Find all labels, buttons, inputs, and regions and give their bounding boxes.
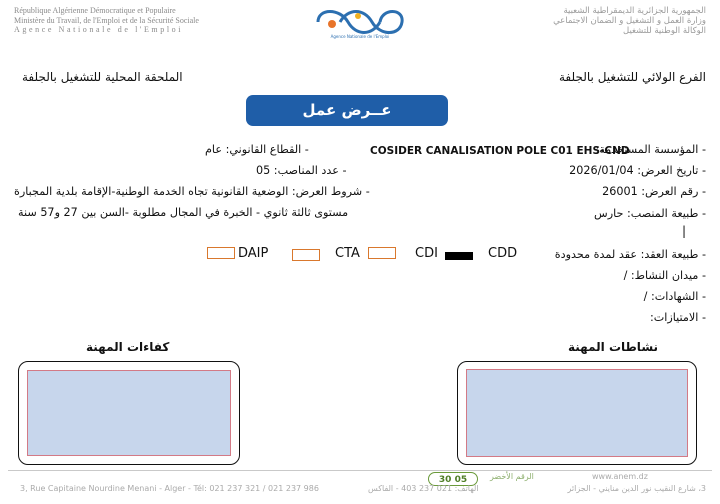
green-number-label: الرقم الأخضر xyxy=(490,472,534,481)
skills-box[interactable] xyxy=(27,370,231,456)
header-fr-ministry: Ministère du Travail, de l'Emploi et de la Sécurité Sociale xyxy=(14,15,199,25)
employer-value: COSIDER CANALISATION POLE C01 EHS-CND xyxy=(370,145,630,157)
footer-phone-ar: الهاتف: 021 237 403 - الفاكس xyxy=(368,484,479,493)
activities-frame xyxy=(457,361,697,465)
diplomas: - الشهادات: / xyxy=(643,290,706,303)
header-french xyxy=(14,6,199,35)
privileges: - الامتيازات: xyxy=(649,311,706,324)
employer-label: - المؤسسة المستخدمة: xyxy=(595,143,706,156)
offer-number: - رقم العرض: 26001 xyxy=(602,185,706,198)
logo-caption: Agence Nationale de l'Emploi xyxy=(330,34,390,39)
header-ar-agency: الوكالة الوطنية للتشغيل xyxy=(623,26,706,36)
offer-conditions-line2: مستوى ثالثة ثانوي - الخبرة في المجال مطلوبة -السن بين 27 و57 سنة xyxy=(18,206,349,219)
header-ar-ministry: وزارة العمل و التشغيل و الضمان الاجتماعي xyxy=(553,16,706,26)
skills-heading: كفاءات المهنة xyxy=(86,340,170,354)
contract-cta-checkbox[interactable] xyxy=(368,247,396,259)
contract-daip-checkbox[interactable] xyxy=(207,247,235,259)
header-fr-republic: République Algérienne Démocratique et Populaire xyxy=(14,6,176,15)
branch-wilaya: الفرع الولائي للتشغيل بالجلفة xyxy=(559,70,706,84)
header-fr-agency: Agence Nationale de l'Emploi xyxy=(14,25,184,34)
contract-cdi-label: CDI xyxy=(415,246,438,261)
post-type: - طبيعة المنصب: حارس xyxy=(594,207,706,220)
contract-cdd-label: CDD xyxy=(488,246,518,261)
header-arabic xyxy=(553,6,706,36)
positions-count: - عدد المناصب: 05 xyxy=(256,164,347,177)
contract-unlabeled-checkbox[interactable] xyxy=(292,249,320,261)
contract-cdi-checkbox[interactable] xyxy=(445,252,473,260)
legal-sector: - القطاع القانوني: عام xyxy=(205,143,309,156)
branch-local: الملحقة المحلية للتشغيل بالجلفة xyxy=(22,70,183,84)
contract-type: - طبيعة العقد: عقد لمدة محدودة xyxy=(554,248,706,261)
offer-conditions: - شروط العرض: الوضعية القانونية تجاه الخدمة الوطنية-الإقامة بلدية المجبارة xyxy=(14,185,370,198)
footer-divider xyxy=(8,470,712,471)
offer-date: - تاريخ العرض: 2026/01/04 xyxy=(569,164,706,177)
offer-title: عــرض عمل xyxy=(246,95,448,126)
contract-cta-label: CTA xyxy=(335,246,360,261)
contract-daip-label: DAIP xyxy=(238,246,269,261)
green-number-badge: 30 05 xyxy=(428,472,478,486)
activities-heading: نشاطات المهنة xyxy=(568,340,659,354)
header-ar-republic: الجمهورية الجزائرية الديمقراطية الشعبية xyxy=(563,6,706,16)
activity-field: - ميدان النشاط: / xyxy=(623,269,706,282)
footer-address-fr: 3, Rue Capitaine Nourdine Menani - Alger - Tél: 021 237 321 / 021 237 986 xyxy=(20,484,319,493)
skills-frame xyxy=(18,361,240,465)
stray-bar: | xyxy=(682,224,687,238)
website: www.anem.dz xyxy=(592,472,648,481)
footer-address-ar: 3، شارع النقيب نور الدين منايني - الجزائر xyxy=(567,484,706,493)
activities-box[interactable] xyxy=(466,369,688,457)
